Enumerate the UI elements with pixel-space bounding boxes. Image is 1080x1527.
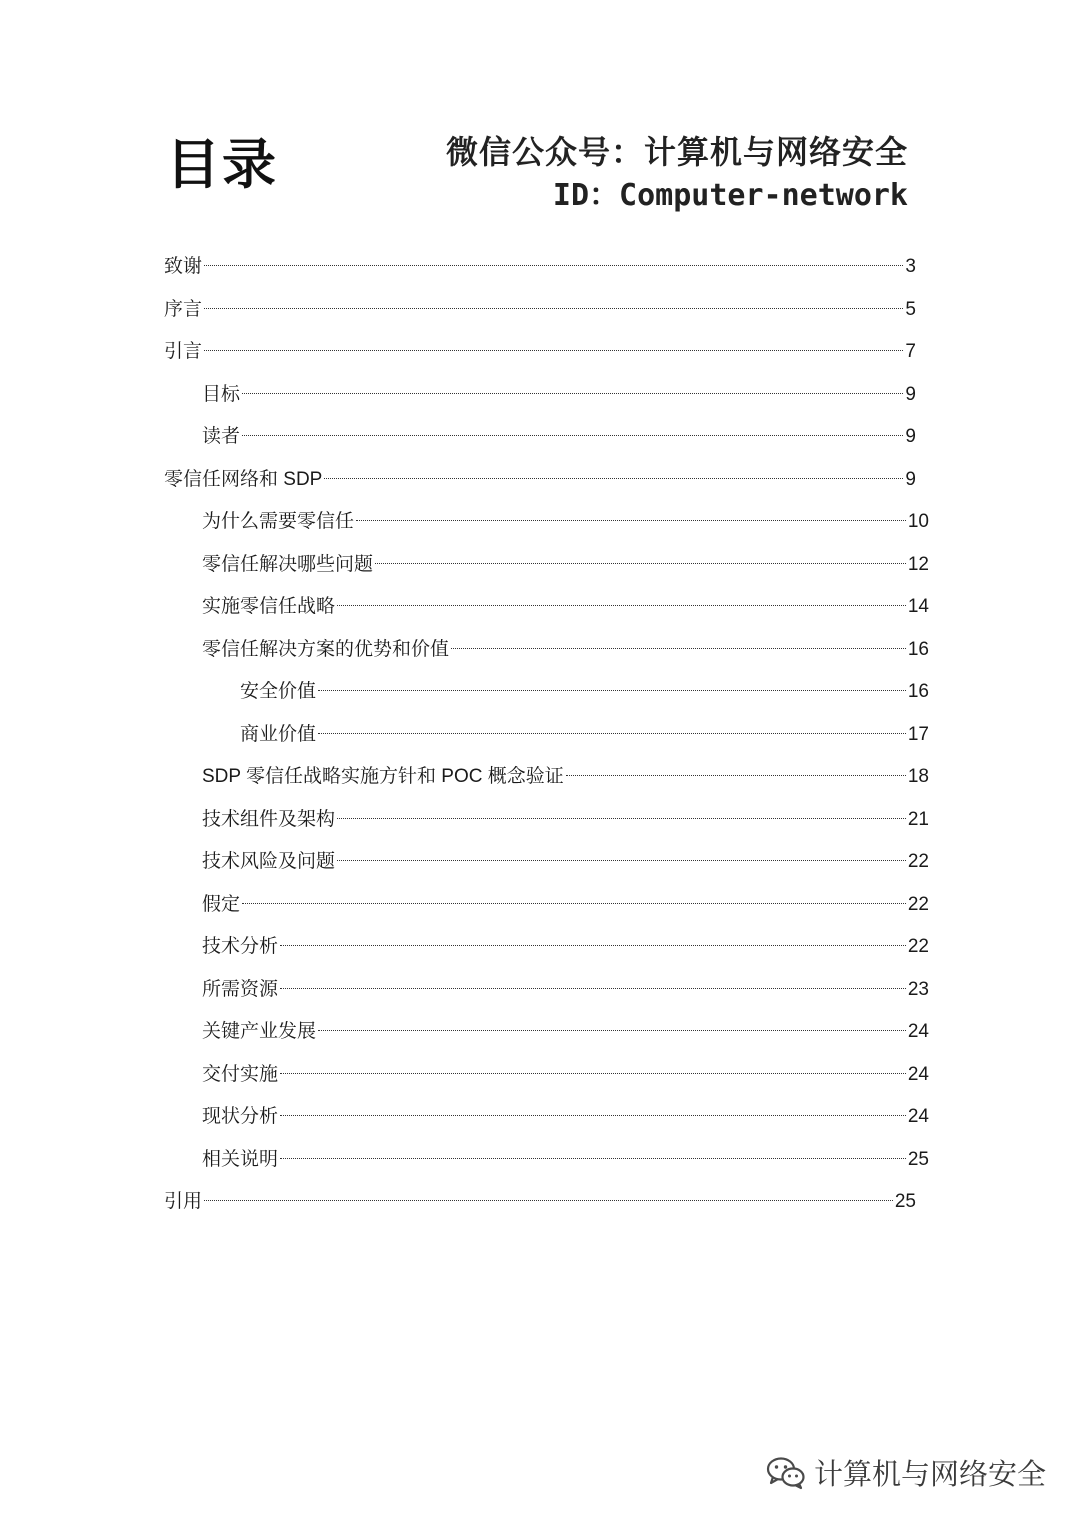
toc-leader-dots xyxy=(204,308,903,309)
toc-leader-dots xyxy=(337,818,906,819)
toc-entry-page: 25 xyxy=(894,1191,916,1212)
toc-entry-label: 交付实施 xyxy=(202,1063,279,1085)
toc-leader-dots xyxy=(280,1115,906,1116)
toc-entry-label: 假定 xyxy=(202,893,241,915)
toc-leader-dots xyxy=(318,1030,906,1031)
toc-entry-label: 零信任解决方案的优势和价值 xyxy=(202,638,450,660)
toc-entry-label: 读者 xyxy=(202,426,241,447)
toc-entry-page: 22 xyxy=(907,893,929,915)
toc-entry[interactable] xyxy=(164,1096,929,1139)
toc-entry-label: 实施零信任战略 xyxy=(202,596,336,617)
toc-entry-page: 17 xyxy=(907,723,929,745)
toc-leader-dots xyxy=(356,520,906,521)
toc-leader-dots xyxy=(318,733,906,734)
toc-entry-label: 技术分析 xyxy=(202,936,279,957)
toc-entry[interactable] xyxy=(164,586,929,629)
toc-leader-dots xyxy=(204,350,903,351)
toc-entry-label: 为什么需要零信任 xyxy=(202,511,355,532)
toc-entry-page: 9 xyxy=(905,383,916,405)
toc-leader-dots xyxy=(324,478,903,479)
toc-entry[interactable] xyxy=(164,799,929,842)
toc-leader-dots xyxy=(337,605,906,606)
toc-entry-label: 零信任网络和 SDP xyxy=(164,468,323,490)
toc-entry[interactable] xyxy=(164,841,929,884)
toc-entry-page: 16 xyxy=(907,638,929,660)
toc-entry-label: 引用 xyxy=(164,1191,203,1212)
toc-entry[interactable] xyxy=(164,969,929,1012)
toc-leader-dots xyxy=(451,648,906,649)
toc-entry-page: 25 xyxy=(907,1148,929,1170)
toc-leader-dots xyxy=(242,903,906,904)
toc-entry-label: 商业价值 xyxy=(240,723,317,745)
toc-entry[interactable] xyxy=(164,544,929,587)
toc-entry[interactable] xyxy=(164,459,916,502)
wechat-icon xyxy=(766,1456,806,1490)
toc-entry-label: 关键产业发展 xyxy=(202,1021,317,1042)
toc-entry-page: 16 xyxy=(907,681,929,702)
toc-entry-page: 9 xyxy=(905,468,916,490)
table-of-contents xyxy=(164,246,929,1224)
toc-entry[interactable] xyxy=(164,1011,929,1054)
toc-entry-label: SDP 零信任战略实施方针和 POC 概念验证 xyxy=(202,766,564,787)
toc-entry-page: 22 xyxy=(907,851,929,872)
watermark-account-name: 微信公众号：计算机与网络安全 xyxy=(445,133,908,171)
footer-brand-name: 计算机与网络安全 xyxy=(813,1457,1046,1491)
toc-entry-page: 5 xyxy=(905,298,916,320)
toc-entry-label: 目标 xyxy=(202,383,241,405)
footer-watermark xyxy=(766,1452,1046,1493)
page-title: 目录 xyxy=(166,133,278,196)
toc-entry-page: 24 xyxy=(907,1063,929,1085)
toc-entry-page: 3 xyxy=(905,256,916,277)
toc-entry-label: 技术组件及架构 xyxy=(202,808,336,830)
toc-leader-dots xyxy=(242,393,903,394)
toc-leader-dots xyxy=(318,690,906,691)
toc-entry[interactable] xyxy=(164,1181,916,1224)
toc-entry-page: 24 xyxy=(907,1021,929,1042)
toc-entry[interactable] xyxy=(164,671,929,714)
toc-entry-label: 安全价值 xyxy=(240,681,317,702)
toc-entry[interactable] xyxy=(164,246,916,289)
toc-entry[interactable] xyxy=(164,289,916,332)
toc-entry[interactable] xyxy=(164,926,929,969)
toc-entry-label: 相关说明 xyxy=(202,1148,279,1170)
toc-entry-label: 序言 xyxy=(164,298,203,320)
toc-entry-label: 现状分析 xyxy=(202,1106,279,1127)
toc-entry[interactable] xyxy=(164,629,929,672)
toc-entry-label: 引言 xyxy=(164,341,203,362)
toc-leader-dots xyxy=(242,435,903,436)
toc-entry[interactable] xyxy=(164,501,929,544)
toc-entry-page: 12 xyxy=(907,553,929,575)
toc-leader-dots xyxy=(375,563,906,564)
toc-entry-page: 22 xyxy=(907,936,929,957)
toc-leader-dots xyxy=(337,860,906,861)
toc-entry-label: 零信任解决哪些问题 xyxy=(202,553,374,575)
toc-entry-page: 10 xyxy=(907,511,929,532)
toc-entry-page: 9 xyxy=(905,426,916,447)
toc-entry[interactable] xyxy=(164,331,916,374)
toc-entry-page: 14 xyxy=(907,596,929,617)
toc-leader-dots xyxy=(280,945,906,946)
toc-entry-page: 24 xyxy=(907,1106,929,1127)
toc-entry[interactable] xyxy=(164,756,929,799)
toc-leader-dots xyxy=(280,988,906,989)
toc-entry[interactable] xyxy=(164,1139,929,1182)
toc-leader-dots xyxy=(566,775,906,776)
toc-entry[interactable] xyxy=(164,374,916,417)
toc-entry[interactable] xyxy=(164,1054,929,1097)
toc-entry[interactable] xyxy=(164,884,929,927)
watermark-account-id: ID：Computer-network xyxy=(552,178,908,213)
toc-leader-dots xyxy=(280,1158,906,1159)
toc-entry-page: 18 xyxy=(907,766,929,787)
toc-leader-dots xyxy=(204,265,903,266)
toc-entry-label: 所需资源 xyxy=(202,978,279,1000)
toc-entry-label: 致谢 xyxy=(164,256,203,277)
toc-entry-label: 技术风险及问题 xyxy=(202,851,336,872)
toc-entry-page: 21 xyxy=(907,808,929,830)
toc-entry-page: 23 xyxy=(907,978,929,1000)
toc-entry-page: 7 xyxy=(905,341,916,362)
watermark-header xyxy=(446,130,908,218)
toc-entry[interactable] xyxy=(164,416,916,459)
toc-leader-dots xyxy=(204,1200,893,1201)
toc-entry[interactable] xyxy=(164,714,929,757)
toc-leader-dots xyxy=(280,1073,906,1074)
